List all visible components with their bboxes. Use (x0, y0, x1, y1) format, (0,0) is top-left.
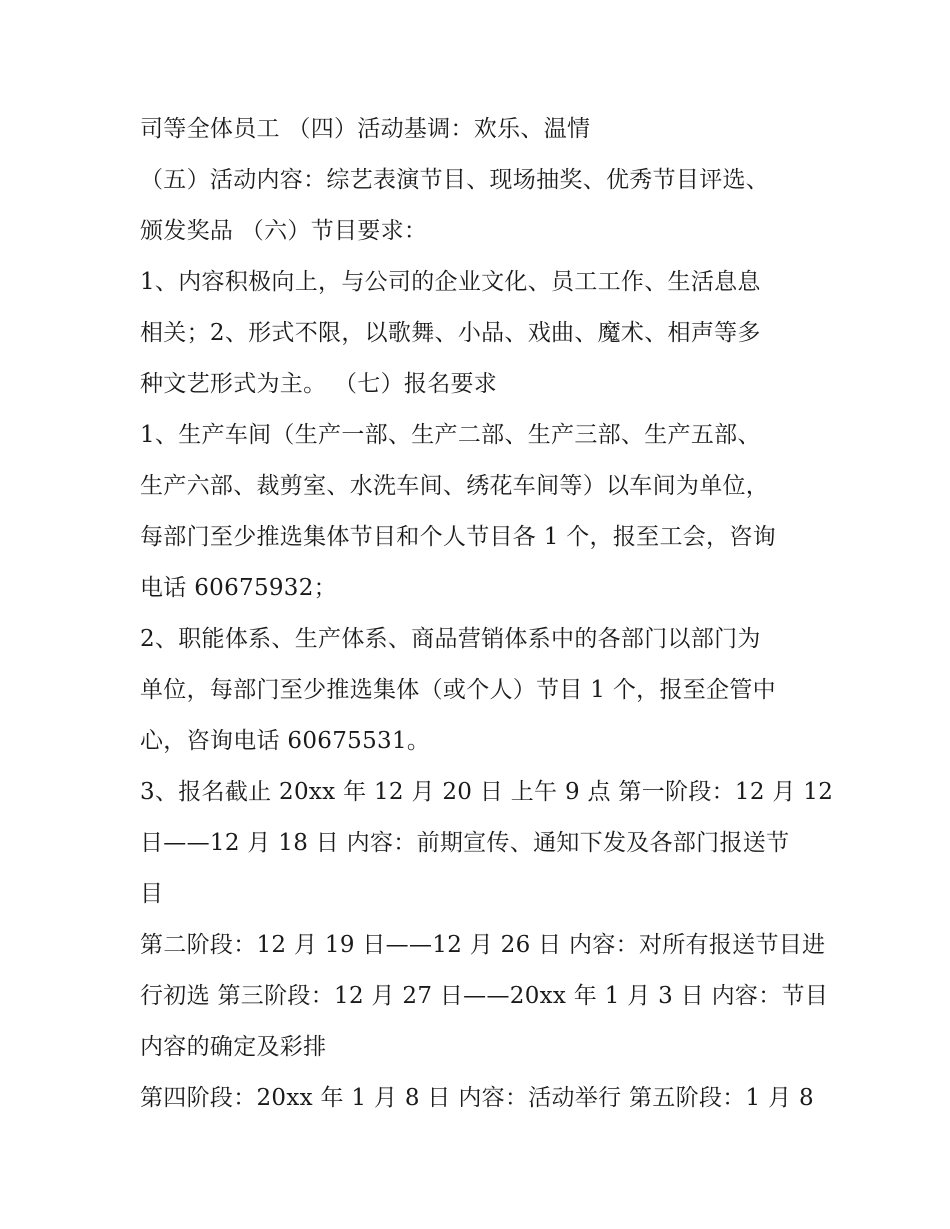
text-line: 电话 60675932； (140, 575, 337, 601)
text-line: 1、生产车间（生产一部、生产二部、生产三部、生产五部、 (140, 422, 761, 448)
text-line: 2、职能体系、生产体系、商品营销体系中的各部门以部门为 (140, 626, 761, 652)
text-line: 第四阶段：20xx 年 1 月 8 日 内容：活动举行 第五阶段：1 月 8 (140, 1085, 814, 1111)
text-line: 种文艺形式为主。 （七）报名要求 (140, 371, 498, 397)
text-line: 日——12 月 18 日 内容：前期宣传、通知下发及各部门报送节 (140, 830, 790, 856)
text-line: 内容的确定及彩排 (140, 1034, 327, 1060)
text-line: 颁发奖品 （六）节目要求： (140, 218, 428, 244)
text-line: 心，咨询电话 60675531。 (140, 728, 431, 754)
text-line: 司等全体员工 （四）活动基调：欢乐、温情 (140, 116, 591, 142)
text-line: 单位，每部门至少推选集体（或个人）节目 1 个，报至企管中 (140, 677, 776, 703)
text-line: （五）活动内容：综艺表演节目、现场抽奖、优秀节目评选、 (140, 167, 770, 193)
text-line: 生产六部、裁剪室、水洗车间、绣花车间等）以车间为单位， (140, 473, 770, 499)
text-line: 第二阶段：12 月 19 日——12 月 26 日 内容：对所有报送节目进 (140, 932, 826, 958)
document-body (140, 104, 834, 1124)
text-line: 3、报名截止 20xx 年 12 月 20 日 上午 9 点 第一阶段：12 月 12 (140, 779, 834, 805)
text-line: 相关；2、形式不限，以歌舞、小品、戏曲、魔术、相声等多 (140, 320, 761, 346)
text-line: 1、内容积极向上，与公司的企业文化、员工工作、生活息息 (140, 269, 761, 295)
text-line: 行初选 第三阶段：12 月 27 日——20xx 年 1 月 3 日 内容：节目 (140, 983, 829, 1009)
text-line: 每部门至少推选集体节目和个人节目各 1 个，报至工会，咨询 (140, 524, 776, 550)
text-line: 目 (140, 881, 164, 907)
